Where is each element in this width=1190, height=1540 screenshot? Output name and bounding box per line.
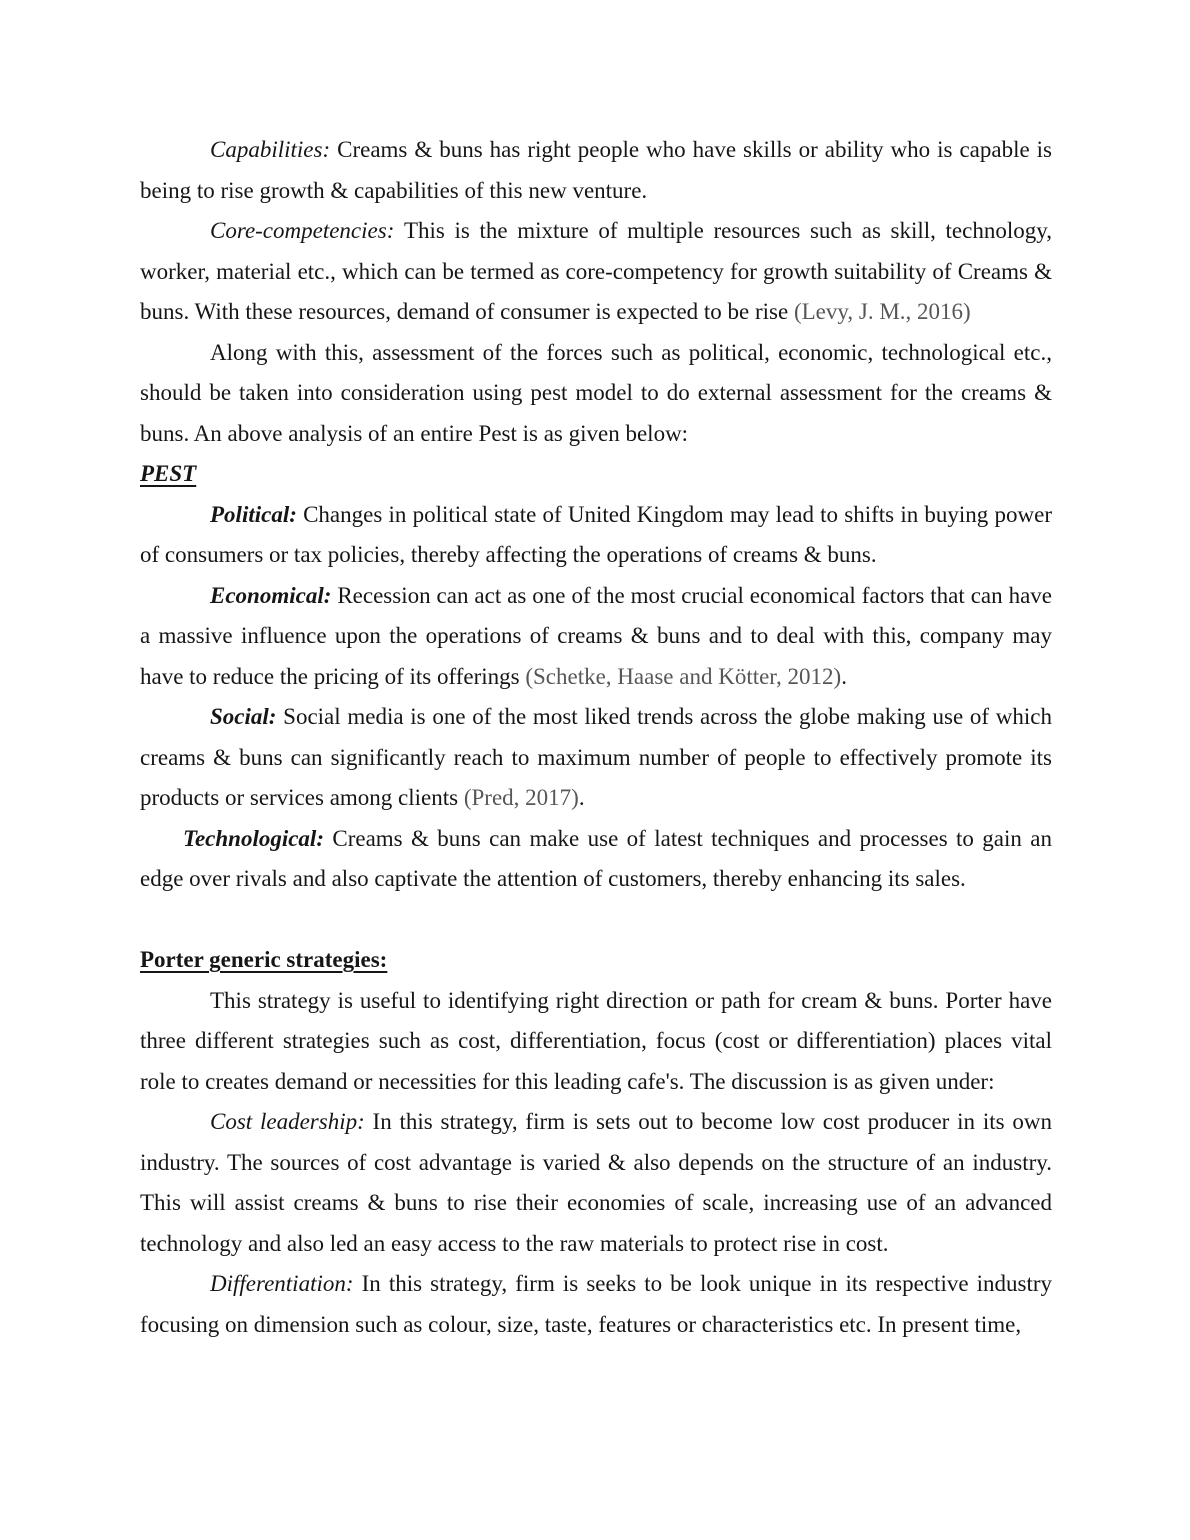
text-run: This is the mixture of multiple resources such as skill, technology, worker, material etc., which can be termed as core-competency for growth suitability of Creams & buns. With these resources, demand of consumer is expected to be rise — [140, 218, 1052, 324]
text-run: This strategy is useful to identifying right direction or path for cream & buns. Porter have three different strategies such as cost, differentiation, focus (cost or differentiation) places vital role to creates demand or necessities for this leading cafe's. The discussion is as given under: — [140, 987, 1052, 1094]
paragraph-break — [140, 900, 1052, 941]
paragraph-economical — [140, 576, 1052, 698]
text-run: Social media is one of the most liked trends across the globe making use of which creams & buns can significantly reach to maximum number of people to effectively promote its products or services among clients — [140, 704, 1052, 810]
text-run: . — [578, 785, 585, 810]
document-body — [140, 130, 1052, 1345]
text-run: Creams & buns can make use of latest techniques and processes to gain an edge over rivals and also captivate the attention of customers, thereby enhancing its sales. — [140, 825, 1053, 891]
paragraph-cost-leadership — [140, 1102, 1052, 1264]
pest-heading — [140, 454, 1052, 495]
text-run: . — [841, 663, 847, 689]
text-run: Economical: — [210, 582, 338, 608]
citation-text: (Schetke, Haase and Kötter, 2012) — [525, 663, 842, 689]
text-run: Political: — [210, 501, 304, 527]
paragraph-social — [140, 697, 1052, 819]
paragraph-pest-intro — [140, 333, 1052, 455]
text-run: Core-competencies: — [210, 218, 404, 243]
text-run: Creams & buns has right people who have skills or ability who is capable is being to rise growth & capabilities of this new venture. — [140, 137, 1052, 203]
paragraph-technological — [140, 819, 1052, 900]
paragraph-porter-intro — [140, 981, 1052, 1103]
paragraph-political — [140, 495, 1052, 576]
text-run: In this strategy, firm is seeks to be look unique in its respective industry focusing on dimension such as colour, size, taste, features or characteristics etc. In present time, — [140, 1271, 1052, 1337]
text-run: Technological: — [183, 825, 333, 851]
paragraph-capabilities — [140, 130, 1052, 211]
text-run: In this strategy, firm is sets out to become low cost producer in its own industry. The sources of cost advantage is varied & also depends on the structure of an industry. This will assist creams & buns to rise their economies of scale, increasing use of an advanced technology and also led an easy access to the raw materials to protect rise in cost. — [140, 1109, 1052, 1256]
porter-heading — [140, 940, 1052, 981]
text-run: PEST — [140, 461, 197, 486]
text-run: Along with this, assessment of the forces such as political, economic, technological etc., should be taken into consideration using pest model to do external assessment for the creams & buns. An above analysis of an entire Pest is as given below: — [140, 339, 1052, 446]
text-run: Cost leadership: — [210, 1109, 373, 1134]
text-run: Social: — [210, 704, 284, 729]
text-run: Capabilities: — [210, 137, 338, 162]
paragraph-core-competencies — [140, 211, 1052, 333]
text-run: Porter generic strategies: — [140, 947, 388, 972]
text-run: Differentiation: — [210, 1271, 362, 1296]
text-run: Recession can act as one of the most crucial economical factors that can have a massive influence upon the operations of creams & buns and to deal with this, company may have to reduce the pricing of its offerings — [140, 582, 1052, 689]
citation-text: (Levy, J. M., 2016) — [793, 299, 971, 324]
citation-text: (Pred, 2017) — [463, 785, 579, 810]
text-run: Changes in political state of United Kingdom may lead to shifts in buying power of consumers or tax policies, thereby affecting the operations of creams & buns. — [140, 501, 1052, 567]
paragraph-differentiation — [140, 1264, 1052, 1345]
